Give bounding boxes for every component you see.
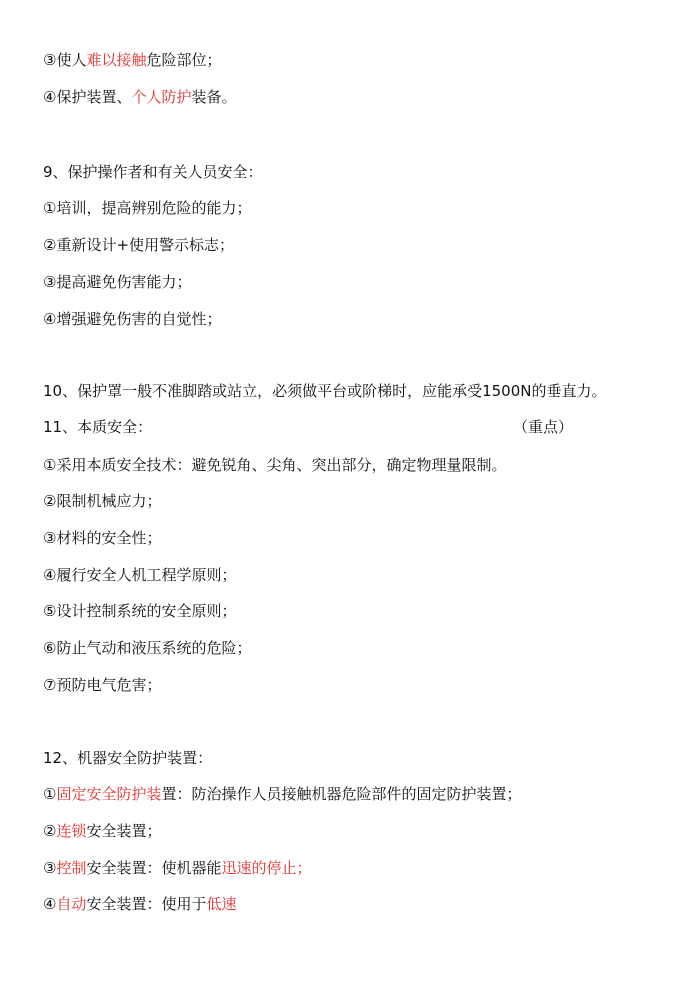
text-segment: 置：防治操作人员接触机器危险部件的固定防护装置； xyxy=(161,785,522,803)
text-segment: ② xyxy=(43,822,57,840)
text-segment: ⑤设计控制系统的安全原则； xyxy=(43,602,237,620)
section-heading xyxy=(43,417,574,437)
highlight-text: 低速 xyxy=(206,895,237,913)
text-segment: ①培训，提高辨别危险的能力； xyxy=(43,199,252,217)
text-line xyxy=(43,565,236,585)
text-segment: ③材料的安全性； xyxy=(43,529,162,547)
highlight-text: 自动 xyxy=(56,895,87,913)
text-line xyxy=(43,601,236,621)
highlight-text: 迅速的停止； xyxy=(221,859,312,877)
text-segment: 9、保护操作者和有关人员安全： xyxy=(43,163,263,181)
text-segment: 10、保护罩一般不准脚踏或站立，必须做平台或阶梯时，应能承受1500N的垂直力。 xyxy=(43,382,607,400)
section-heading xyxy=(43,748,212,768)
text-segment: ① xyxy=(43,785,57,803)
section-heading xyxy=(43,162,263,182)
text-line xyxy=(43,638,251,658)
highlight-text: 难以接触 xyxy=(86,51,147,69)
text-segment: 11、本质安全： xyxy=(43,418,153,436)
text-line xyxy=(43,491,161,511)
text-line xyxy=(43,858,312,878)
text-segment: ①采用本质安全技术：避免锐角、尖角、突出部分，确定物理量限制。 xyxy=(43,456,507,474)
text-line xyxy=(43,821,161,841)
text-line xyxy=(43,235,234,255)
text-segment: ③ xyxy=(43,859,57,877)
text-line xyxy=(43,455,506,475)
section-heading xyxy=(43,381,607,401)
text-segment: ⑥防止气动和液压系统的危险； xyxy=(43,639,252,657)
text-segment: 12、机器安全防护装置： xyxy=(43,749,213,767)
text-segment: 安全装置：使机器能 xyxy=(86,859,222,877)
text-segment: 安全装置； xyxy=(86,822,162,840)
highlight-text: 个人防护 xyxy=(131,88,192,106)
text-segment: ⑦预防电气危害； xyxy=(43,676,162,694)
text-segment: ②重新设计+使用警示标志； xyxy=(43,236,235,254)
text-segment: ②限制机械应力； xyxy=(43,492,162,510)
text-segment: ④ xyxy=(43,895,57,913)
emphasis-note: （重点） xyxy=(513,418,574,436)
text-segment: 装备。 xyxy=(191,88,237,106)
text-line xyxy=(43,50,221,70)
text-segment: 安全装置：使用于 xyxy=(86,895,207,913)
text-line xyxy=(43,198,251,218)
text-line xyxy=(43,894,237,914)
text-segment: ④保护装置、 xyxy=(43,88,132,106)
text-segment: ④履行安全人机工程学原则； xyxy=(43,566,237,584)
highlight-text: 控制 xyxy=(56,859,87,877)
text-line xyxy=(43,309,221,329)
text-line xyxy=(43,87,236,107)
text-line xyxy=(43,272,191,292)
highlight-text: 连锁 xyxy=(56,822,87,840)
text-segment: ③提高避免伤害能力； xyxy=(43,273,192,291)
text-line xyxy=(43,675,161,695)
text-segment: ③使人 xyxy=(43,51,87,69)
text-segment: 危险部位； xyxy=(146,51,222,69)
text-line xyxy=(43,784,521,804)
text-line xyxy=(43,528,161,548)
highlight-text: 固定安全防护装 xyxy=(56,785,162,803)
text-segment: ④增强避免伤害的自觉性； xyxy=(43,310,222,328)
